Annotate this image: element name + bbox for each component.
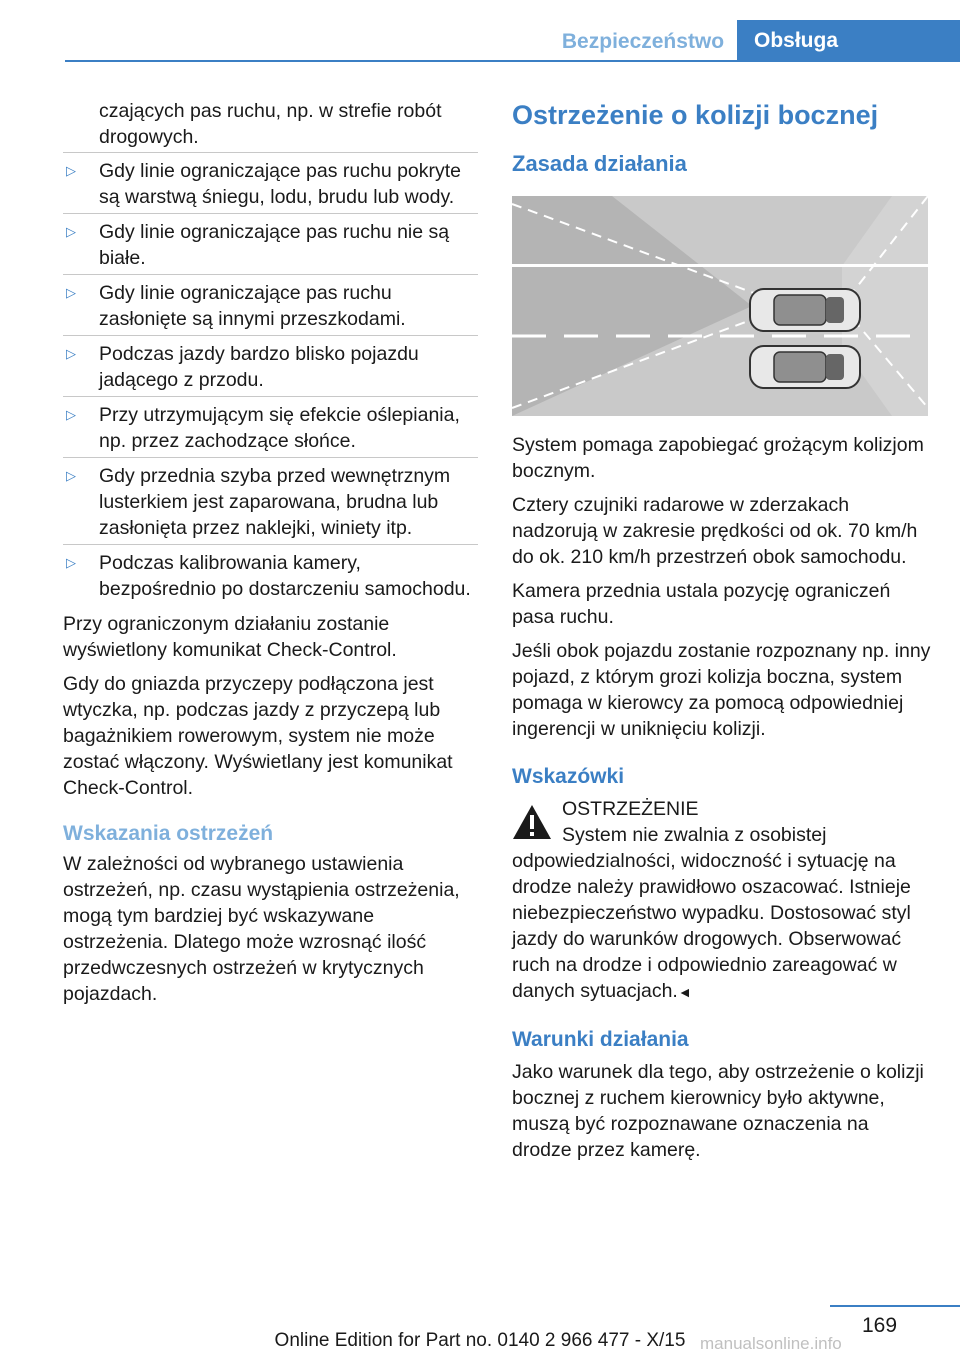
paragraph: System pomaga zapobiegać grożącym kolizjom bocznym. bbox=[512, 434, 924, 482]
triangle-bullet-icon: ▷ bbox=[66, 163, 76, 178]
list-divider bbox=[63, 457, 478, 458]
warning-body bbox=[512, 822, 932, 1005]
list-item bbox=[63, 402, 478, 454]
paragraph: Cztery czujniki radarowe w zderzakach nadzorują w zakresie prędkości od ok. 70 km/h do ok. 210 km/h przestrzeń obok samochodu. bbox=[512, 494, 918, 568]
triangle-bullet-icon: ▷ bbox=[66, 224, 76, 239]
list-item-text: Gdy przednia szyba przed wewnętrznym lusterkiem jest zaparowana, brudna lub zasłonięta przez naklejki, winiety itp. bbox=[99, 465, 451, 539]
list-item-text: Przy utrzymującym się efekcie oślepiania, np. przez zachodzące słońce. bbox=[99, 404, 460, 452]
list-item-text: Gdy linie ograniczające pas ruchu nie są białe. bbox=[99, 221, 450, 269]
list-divider bbox=[63, 213, 478, 214]
warning-triangle-icon bbox=[512, 804, 552, 840]
list-divider bbox=[63, 396, 478, 397]
edition-note: Online Edition for Part no. 0140 2 966 477 - X/15 bbox=[274, 1330, 686, 1351]
continuation-text: czających pas ruchu, np. w strefie robót drogowych. bbox=[99, 100, 442, 148]
lane-change-illustration bbox=[512, 196, 928, 416]
car-adjacent bbox=[750, 346, 860, 388]
triangle-bullet-icon: ▷ bbox=[66, 555, 76, 570]
list-item bbox=[63, 219, 478, 271]
warning-block bbox=[512, 796, 932, 1005]
footer-rule bbox=[830, 1305, 960, 1307]
right-column bbox=[512, 98, 932, 1171]
car-ego bbox=[750, 289, 860, 331]
triangle-bullet-icon: ▷ bbox=[66, 285, 76, 300]
section-heading-hints: Wskazówki bbox=[512, 765, 625, 788]
list-item bbox=[63, 463, 478, 541]
list-divider bbox=[63, 335, 478, 336]
list-item-text: Gdy linie ograniczające pas ruchu zasłonięte są innymi przeszkodami. bbox=[99, 282, 406, 330]
end-mark: ◄ bbox=[677, 984, 692, 1000]
watermark: manualsonline.info bbox=[700, 1334, 842, 1353]
list-item bbox=[63, 158, 478, 210]
paragraph: Jeśli obok pojazdu zostanie rozpoznany np. inny pojazd, z którym grozi kolizja boczna, system pomaga w kierowcy za pomocą odpowiedniej ingerencji w uniknięciu kolizji. bbox=[512, 640, 931, 740]
warning-text: System nie zwalnia z osobistej odpowiedzialności, widoczność i sytuację na drodze należy prawidłowo oszacować. Istnieje niebezpieczeństwo wypadku. Dostosować styl jazdy do warunków drogowych. Obserwować ruch na drodze i odpowiednio zareagować w danych sytuacjach. bbox=[512, 824, 911, 1002]
section-heading-warnings: Wskazania ostrzeżeń bbox=[63, 822, 274, 845]
page-title: Ostrzeżenie o kolizji bocznej bbox=[512, 100, 879, 130]
paragraph: Jako warunek dla tego, aby ostrzeżenie o kolizji bocznej z ruchem kierownicy było aktywne, muszą być rozpoznawane oznaczenia na drodze przez kamerę. bbox=[512, 1061, 924, 1161]
list-divider bbox=[63, 152, 478, 153]
triangle-bullet-icon: ▷ bbox=[66, 468, 76, 483]
paragraph: W zależności od wybranego ustawienia ostrzeżeń, np. czasu wystąpienia ostrzeżenia, mogą tym bardziej być wskazywane ostrzeżenia. Dlatego może wzrosnąć ilość przedwczesnych ostrzeżeń w krytycznych pojazdach. bbox=[63, 853, 460, 1005]
list-divider bbox=[63, 274, 478, 275]
section-heading-conditions: Warunki działania bbox=[512, 1028, 689, 1051]
list-item-text: Podczas kalibrowania kamery, bezpośrednio po dostarczeniu samochodu. bbox=[99, 552, 471, 600]
list-item bbox=[63, 341, 478, 393]
lane-line bbox=[512, 264, 928, 267]
section-heading-principle: Zasada działania bbox=[512, 151, 687, 176]
list-item-text: Gdy linie ograniczające pas ruchu pokryte są warstwą śniegu, lodu, brudu lub wody. bbox=[99, 160, 462, 208]
list-item bbox=[63, 550, 478, 602]
list-item bbox=[63, 280, 478, 332]
paragraph: Kamera przednia ustala pozycję ograniczeń pasa ruchu. bbox=[512, 580, 891, 628]
warning-title: OSTRZEŻENIE bbox=[562, 798, 699, 820]
page-number: 169 bbox=[862, 1314, 898, 1337]
triangle-bullet-icon: ▷ bbox=[66, 346, 76, 361]
list-divider bbox=[63, 544, 478, 545]
triangle-bullet-icon: ▷ bbox=[66, 407, 76, 422]
paragraph: Przy ograniczonym działaniu zostanie wyświetlony komunikat Check-Control. bbox=[63, 613, 397, 661]
tab-bezpieczenstwo[interactable]: Bezpieczeństwo bbox=[561, 30, 725, 53]
paragraph: Gdy do gniazda przyczepy podłączona jest wtyczka, np. podczas jazdy z przyczepą lub bagażnikiem rowerowym, system nie może zostać włączony. Wyświetlany jest komunikat Check-Control. bbox=[63, 673, 453, 799]
header-rule bbox=[65, 60, 960, 62]
left-column bbox=[63, 98, 478, 1015]
list-item-text: Podczas jazdy bardzo blisko pojazdu jadącego z przodu. bbox=[99, 343, 419, 391]
tab-obsluga[interactable]: Obsługa bbox=[737, 20, 960, 62]
